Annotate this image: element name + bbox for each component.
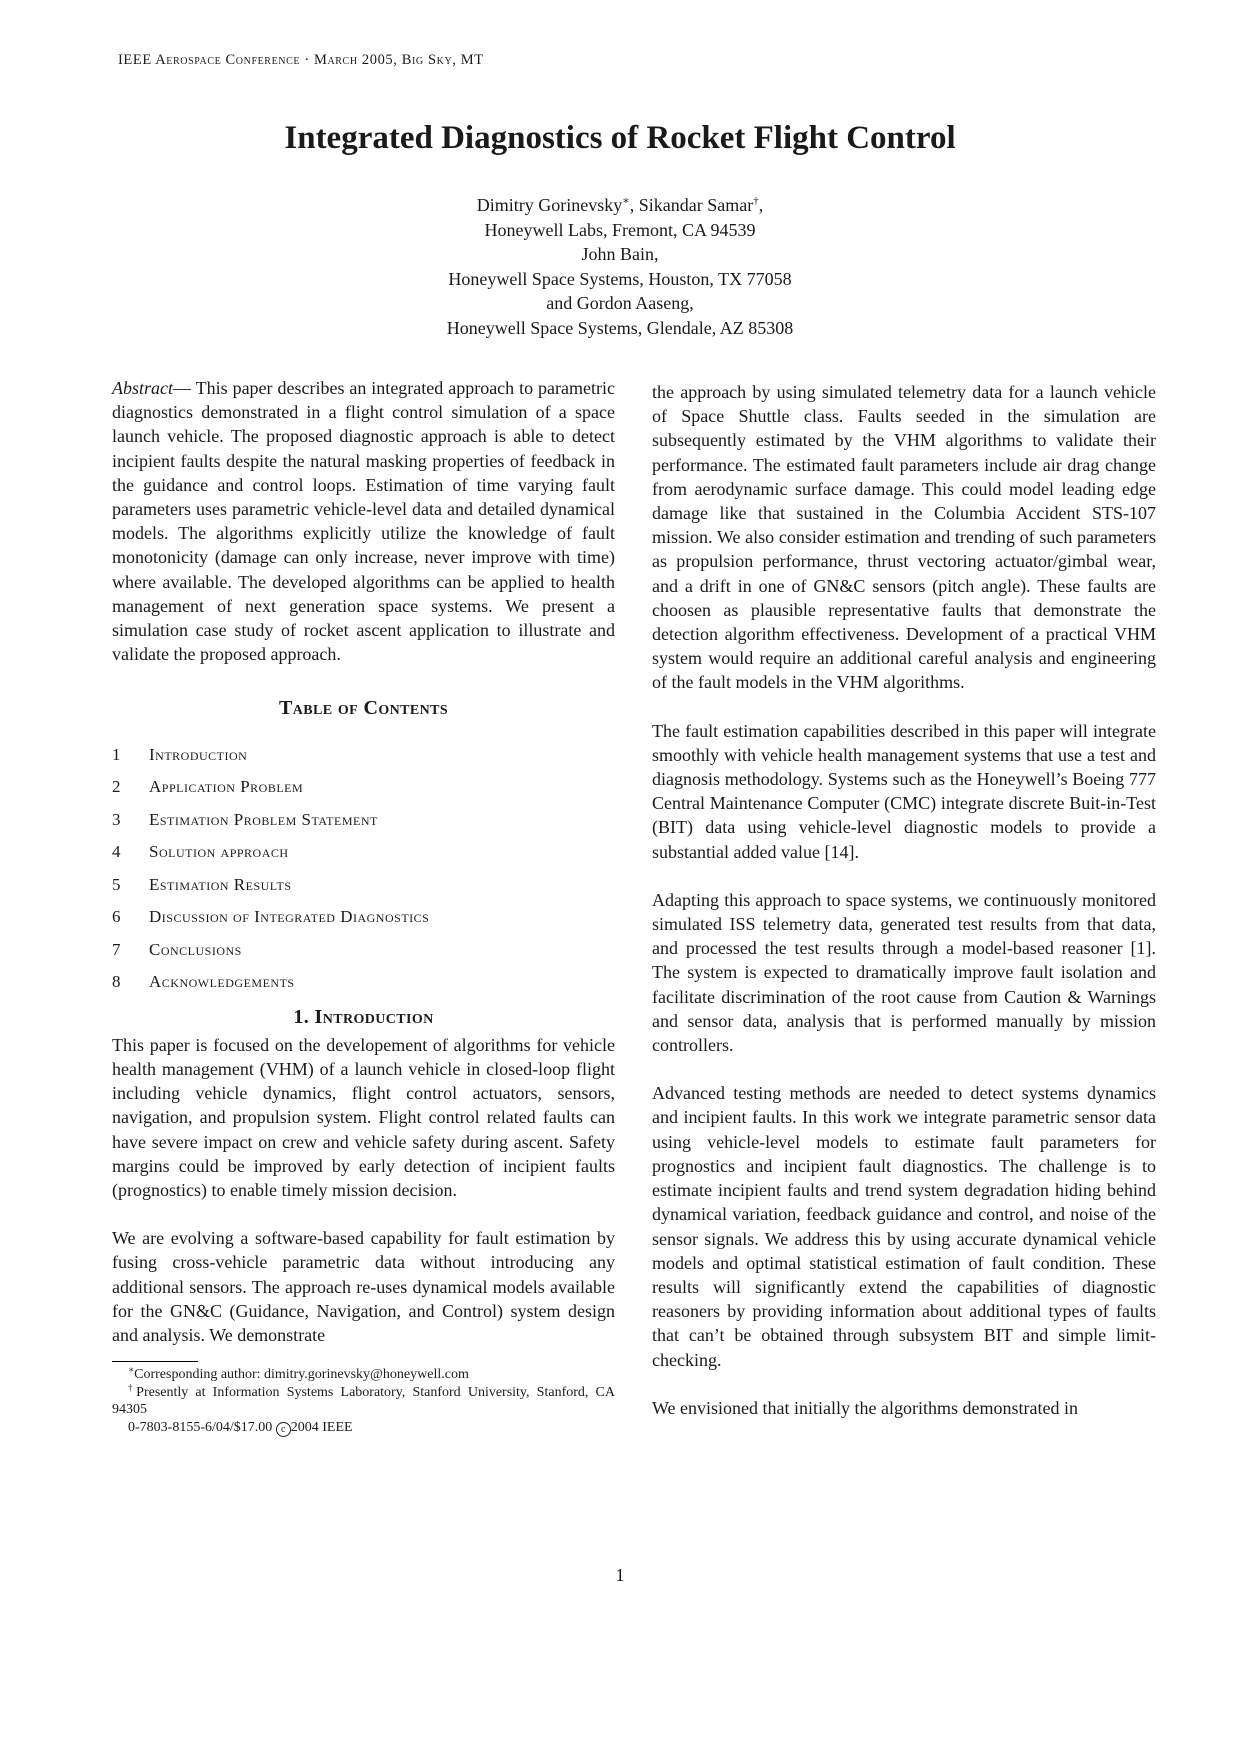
toc-number: 8 xyxy=(112,972,121,992)
copyright-symbol: c xyxy=(276,1422,291,1437)
footnote-1 xyxy=(112,1366,615,1384)
author-line-1-end: , xyxy=(758,195,764,215)
footnote-rule xyxy=(112,1361,198,1362)
author-gorinevsky: Dimitry Gorinevsky xyxy=(476,195,623,215)
copyright-prefix: 0-7803-8155-6/04/$17.00 xyxy=(128,1419,276,1435)
page-number: 1 xyxy=(615,1565,625,1585)
introduction-heading: 1. Introduction xyxy=(293,1005,434,1028)
affiliation-houston: Honeywell Space Systems, Houston, TX 77058 xyxy=(448,268,792,289)
abstract-text: This paper describes an integrated approach to parametric diagnostics demonstrated in a flight control simulation of a space launch vehicle. The proposed diagnostic approach is able to detect incipient faults despite the natural masking properties of feedback in the guidance and control loops. Estimation of time varying fault parameters uses parametric vehicle-level data and detailed dynamical models. The algorithms explicitly utilize the knowledge of fault monotonicity (damage can only increase, never improve with time) where available. The developed algorithms can be applied to health management of next generation space systems. We present a simulation case study of rocket ascent application to illustrate and validate the proposed approach. xyxy=(112,378,615,665)
abstract xyxy=(112,376,615,666)
footnote-1-mark: ∗ xyxy=(128,1364,135,1375)
affiliation-glendale: Honeywell Space Systems, Glendale, AZ 85308 xyxy=(446,317,794,338)
body-paragraph: the approach by using simulated telemetry data for a launch vehicle of Space Shuttle class. Faults seeded in the simulation are subsequently estimated by the VHM algorithms to validate their performance. The estimated fault parameters include air drag change from aerodynamic surface damage. This could model leading edge damage like that sustained in the Columbia Accident STS-107 mission. We also consider estimation and trending of such parameters as propulsion performance, thrust vectoring actuator/gimbal wear, and a drift in one of GN&C sensors (pitch angle). These faults are choosen as plausible representative faults that demonstrate the detection algorithm effectiveness. Development of a practical VHM system would require an additional careful analysis and engineering of the fault models in the VHM algorithms. xyxy=(652,382,1156,693)
footnote-1-text: Corresponding author: dimitry.gorinevsky@honeywell.com xyxy=(134,1367,469,1383)
intro-paragraph-1: This paper is focused on the developement of algorithms for vehicle health management (VHM) of a launch vehicle in closed-loop flight including vehicle dynamics, flight control actuators, sensors, navigation, and propulsion system. Flight control related faults can have severe impact on crew and vehicle safety during ascent. Safety margins could be improved by early detection of incipient faults (prognostics) to enable timely mission decision. xyxy=(112,1034,615,1201)
footnote-mark-1: ∗ xyxy=(622,195,630,207)
toc-number: 3 xyxy=(112,809,121,829)
table-of-contents xyxy=(112,739,615,999)
toc-number: 7 xyxy=(112,939,121,959)
toc-item[interactable] xyxy=(112,804,615,837)
toc-label: Estimation Results xyxy=(149,874,292,894)
footnote-mark-2: † xyxy=(753,195,759,207)
author-line-1 xyxy=(0,193,1240,218)
toc-number: 2 xyxy=(112,777,121,797)
affiliation-honeywell-labs: Honeywell Labs, Fremont, CA 94539 xyxy=(484,219,756,240)
body-paragraph: The fault estimation capabilities described in this paper will integrate smoothly with vehicle health management systems that use a test and diagnosis methodology. Systems such as the Honeywell’s Boeing 777 Central Maintenance Computer (CMC) integrate discrete Buit-in-Test (BIT) data using vehicle-level diagnostic models to provide a substantial added value [14]. xyxy=(652,720,1156,862)
running-head: IEEE Aerospace Conference · March 2005, Big Sky, MT xyxy=(118,52,484,68)
intro-paragraph-2: We are evolving a software-based capability for fault estimation by fusing cross-vehicle parametric data without introducing any additional sensors. The approach re-uses dynamical models available for the GN&C (Guidance, Navigation, and Control) system design and analysis. We demonstrate xyxy=(112,1228,615,1346)
body-paragraph: We envisioned that initially the algorithms demonstrated in xyxy=(652,1397,1078,1418)
toc-number: 1 xyxy=(112,744,121,764)
toc-item[interactable] xyxy=(112,771,615,804)
author-samar: , Sikandar Samar xyxy=(629,195,754,215)
toc-number: 4 xyxy=(112,842,121,862)
toc-item[interactable] xyxy=(112,934,615,967)
toc-label: Discussion of Integrated Diagnostics xyxy=(149,907,430,927)
footnote-2-text: Presently at Information Systems Laboratory, Stanford University, Stanford, CA 94305 xyxy=(112,1384,615,1418)
toc-item[interactable] xyxy=(112,901,615,934)
toc-item[interactable] xyxy=(112,966,615,999)
toc-label: Conclusions xyxy=(149,939,242,959)
author-block xyxy=(0,193,1240,340)
toc-number: 6 xyxy=(112,907,121,927)
toc-number: 5 xyxy=(112,874,121,894)
footnote-2-mark: † xyxy=(128,1382,137,1393)
toc-label: Solution approach xyxy=(149,842,289,862)
toc-label: Acknowledgements xyxy=(149,972,295,992)
abstract-label: Abstract xyxy=(112,378,173,398)
toc-heading: Table of Contents xyxy=(278,697,449,720)
toc-label: Introduction xyxy=(149,744,248,764)
toc-label: Application Problem xyxy=(149,777,304,797)
toc-item[interactable] xyxy=(112,836,615,869)
toc-item[interactable] xyxy=(112,739,615,772)
toc-label: Estimation Problem Statement xyxy=(149,809,378,829)
paper-title: Integrated Diagnostics of Rocket Flight Control xyxy=(284,120,956,156)
footnotes xyxy=(112,1366,615,1419)
toc-item[interactable] xyxy=(112,869,615,902)
right-column xyxy=(652,380,1156,1444)
author-aaseng: and Gordon Aaseng, xyxy=(546,293,694,313)
author-bain: John Bain, xyxy=(581,244,659,264)
footnote-2 xyxy=(112,1384,615,1419)
copyright-notice xyxy=(128,1419,615,1437)
body-paragraph: Advanced testing methods are needed to detect systems dynamics and incipient faults. In this work we integrate parametric sensor data using vehicle-level models to estimate fault parameters for prognostics and incipient fault diagnostics. The challenge is to estimate incipient faults and trend system degradation hiding behind dynamical variation, feedback guidance and control, and noise of the sensor signals. We address this by using accurate dynamical vehicle models and optimal statistical estimation of fault condition. These results will significantly extend the capabilities of diagnostic reasoners by providing information about additional types of faults that can’t be obtained through subsystem BIT and simple limit-checking. xyxy=(652,1083,1156,1370)
copyright-suffix: 2004 IEEE xyxy=(290,1419,353,1435)
left-column xyxy=(112,376,615,1437)
abstract-dash: — xyxy=(173,378,196,398)
body-paragraph: Adapting this approach to space systems, we continuously monitored simulated ISS telemetry data, generated test results from that data, and processed the test results through a model-based reasoner [1]. The system is expected to dramatically improve fault isolation and facilitate discrimination of the root cause from Caution & Warnings and sensor data, analysis that is performed manually by mission controllers. xyxy=(652,889,1156,1056)
